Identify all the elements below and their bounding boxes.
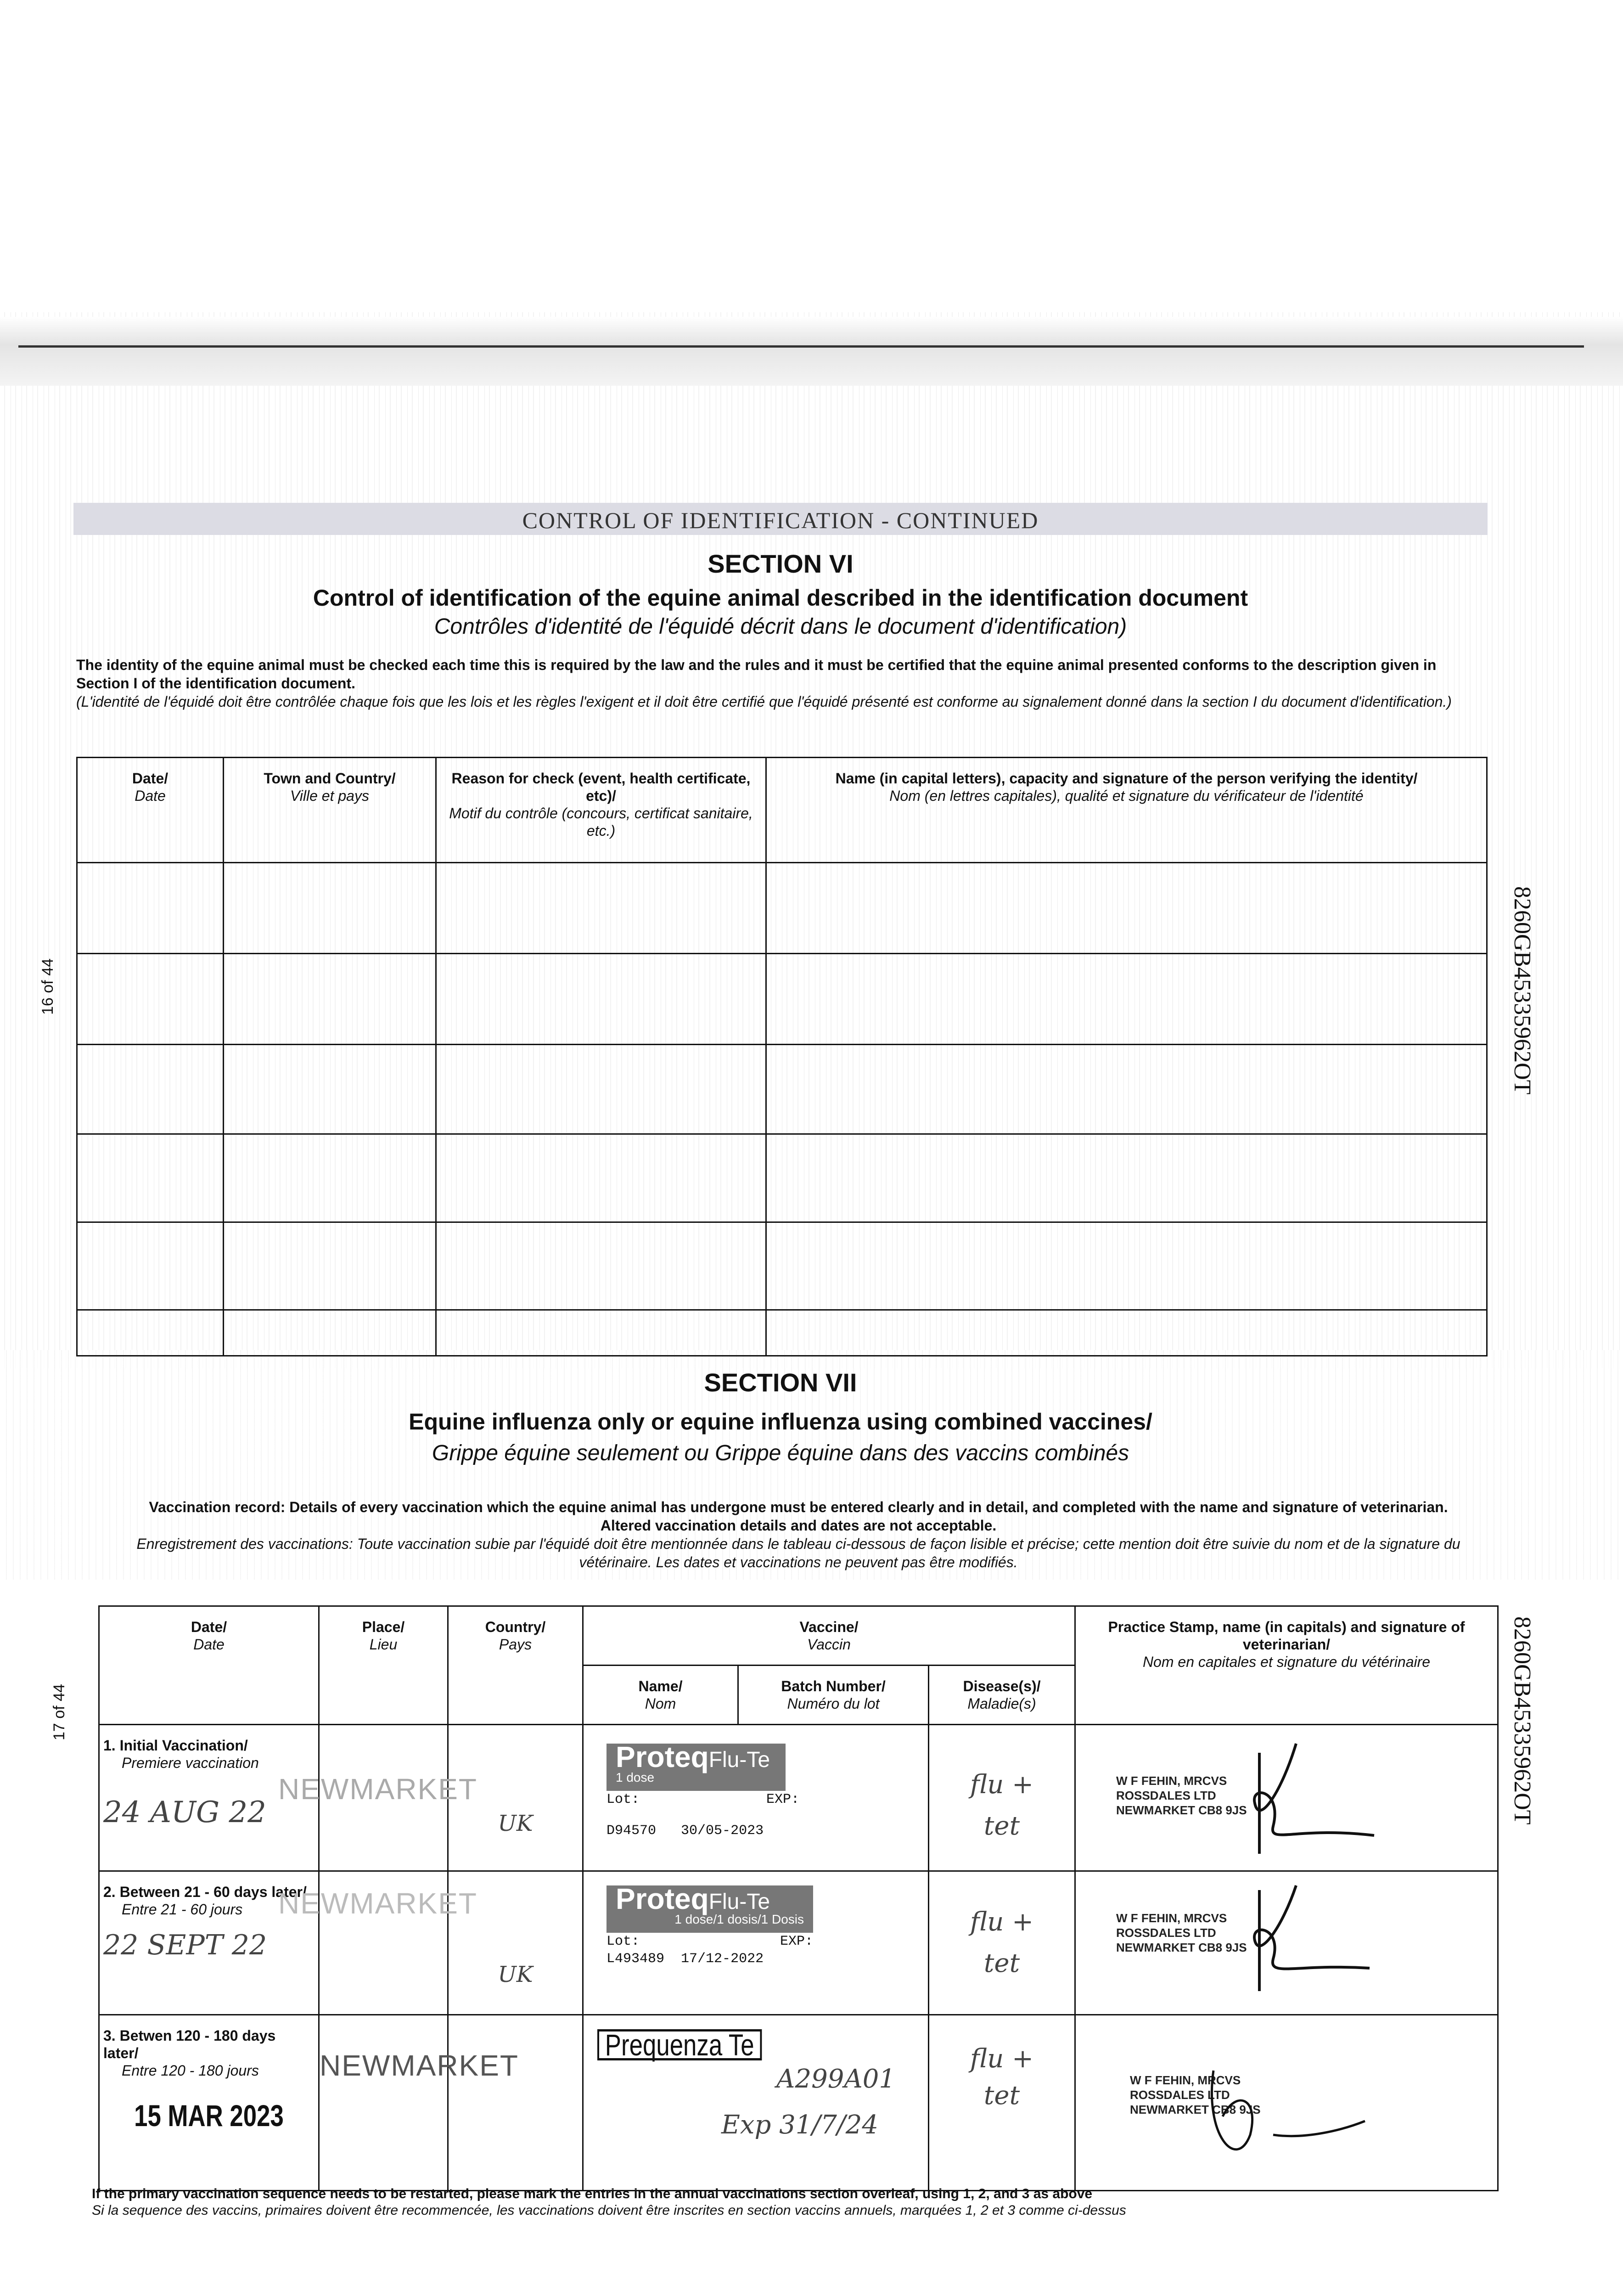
signature-icon: [1191, 1734, 1397, 1872]
table-header-row: [77, 758, 1487, 863]
section-vi-title: Control of identification of the equine animal described in the identification document: [313, 585, 1248, 611]
country-handwritten: UK: [498, 1962, 533, 1987]
col-date: Date/ Date: [77, 758, 224, 863]
table-row: [77, 954, 1487, 1045]
country-handwritten: UK: [498, 1811, 533, 1836]
vet-stamp-cell: [1075, 1725, 1498, 1871]
place-stamp: NEWMARKET: [278, 1887, 477, 1920]
batch-expiry-handwritten: Exp 31/7/24: [721, 2110, 878, 2140]
vet-stamp: W F FEHIN, MRCVS ROSSDALES LTD NEWMARKET CB8 9JS: [1130, 2073, 1261, 2116]
vet-stamp-cell: [1075, 2015, 1498, 2191]
col-verifier: Name (in capital letters), capacity and signature of the person verifying the identity/ Nom (en lettres capitales), qualité et signature du vérificateur de l'identité: [766, 758, 1487, 863]
intro-fr: (L'identité de l'équidé doit être contrôlée chaque fois que les lois et les règles l'exigent et il doit être certifié que l'équidé présenté est conforme au signalement donné dans la section I du document d'identification.): [76, 693, 1452, 710]
col-date: Date/ Date: [99, 1606, 319, 1725]
col-reason: Reason for check (event, health certificate, etc)/ Motif du contrôle (concours, certificat sanitaire, etc.): [436, 758, 766, 863]
footer-note: If the primary vaccination sequence needs to be restarted, please mark the entries in the annual vaccinations section overleaf, using 1, 2, and 3 as above Si la sequence des vaccins, primaires doivent être recommencée, les vaccinations doivent être inscrites en section vaccins annuels, marquées 1, 2 et 3 comme ci-dessus: [92, 2186, 1126, 2218]
col-disease: Disease(s)/ Maladie(s): [929, 1666, 1075, 1725]
vet-stamp: W F FEHIN, MRCVS ROSSDALES LTD NEWMARKET CB8 9JS: [1116, 1774, 1247, 1817]
batch-handwritten: A299A01: [776, 2064, 896, 2094]
intro-en: The identity of the equine animal must be checked each time this is required by the law and the rules and it must be certified that the equine animal presented conforms to the description given in Section I of the identification document.: [76, 657, 1437, 692]
table-row: 2. Between 21 - 60 days later/ Entre 21 - 60 jours 22 SEPT 22 NEWMARKET UK ProteqFlu-Te 1 dose/1 dosis/1 Dosis Lot: EXP: L493489 17/12-2022 flu + tet W F FEHIN, MRCVS ROSSDALES LTD NEWMARKET CB8 9JS: [99, 1871, 1498, 2015]
expiry: 30/05-2023: [681, 1823, 764, 1839]
vet-stamp-cell: [1075, 1871, 1498, 2015]
vaccine-stamp: Prequenza Te: [597, 2029, 762, 2060]
table-row: [77, 1134, 1487, 1222]
section-vi-title-fr: Contrôles d'identité de l'équidé décrit dans le document d'identification): [434, 614, 1127, 639]
lot-number: L493489: [607, 1951, 665, 1967]
date-stamp: 15 MAR 2023: [134, 2099, 284, 2133]
section-vii-title: Equine influenza only or equine influenza using combined vaccines/: [409, 1409, 1152, 1435]
vet-stamp: W F FEHIN, MRCVS ROSSDALES LTD NEWMARKET CB8 9JS: [1116, 1911, 1247, 1954]
vaccination-table: [98, 1605, 1499, 2191]
table-row: [77, 1310, 1487, 1356]
col-place: Place/ Lieu: [319, 1606, 448, 1725]
document-id-side: 8260GB45335962OT: [1509, 886, 1535, 1095]
signature-icon: [1191, 1876, 1397, 2009]
table-header-row: [99, 1606, 1498, 1666]
col-batch: Batch Number/ Numéro du lot: [738, 1666, 929, 1725]
table-row: 3. Betwen 120 - 180 days later/ Entre 120 - 180 jours 15 MAR 2023 NEWMARKET Prequenza Te A299A01 Exp 31/7/24 flu + tet W F FEHIN, MRCVS ROSSDALES LTD NEWMARKET CB8 9JS: [99, 2015, 1498, 2191]
table-row: [77, 1222, 1487, 1310]
section-vii-intro: Vaccination record: Details of every vaccination which the equine animal has undergone must be entered clearly and in detail, and completed with the name and signature of veterinarian. Altered vaccination details and dates are not acceptable. Enregistrement des vaccinations: Toute vaccination subie par l'équidé doit être mentionnée dans le tableau ci-dessous de façon lisible et précise; cette mention doit être suivie du nom et de la signature du vétérinaire. Les dates et vaccinations ne peuvent pas être modifiés.: [136, 1499, 1460, 1570]
document-id-side-2: 8260GB45335962OT: [1509, 1616, 1535, 1825]
table-row: [77, 1045, 1487, 1134]
page-number-16: 16 of 44: [39, 958, 56, 1015]
section-vii-title-fr: Grippe équine seulement ou Grippe équine dans des vaccins combinés: [432, 1441, 1129, 1465]
lot-number: D94570: [607, 1823, 657, 1839]
section-vi-heading: SECTION VI: [708, 549, 854, 578]
place-stamp: NEWMARKET: [320, 2049, 519, 2082]
place-stamp: NEWMARKET: [278, 1773, 477, 1806]
section-vi-intro: [76, 656, 1481, 711]
identity-check-table: [76, 757, 1488, 1356]
section-header-bar: CONTROL OF IDENTIFICATION - CONTINUED: [73, 503, 1488, 535]
col-vaccine: Vaccine/ Vaccin: [583, 1606, 1075, 1666]
col-town: Town and Country/ Ville et pays: [224, 758, 436, 863]
vaccine-cell: [583, 2015, 929, 2191]
table-row: 1. Initial Vaccination/ Premiere vaccination 24 AUG 22 NEWMARKET UK ProteqFlu-Te 1 dose Lot: EXP: D94570 30/05-2023 flu + tet W F FEHIN, MRCVS ROSSDALES LTD NEWMARKET CB8 9JS: [99, 1725, 1498, 1871]
page-number-17: 17 of 44: [51, 1684, 68, 1740]
top-rule: [18, 345, 1584, 348]
signature-icon: [1168, 2043, 1397, 2181]
table-row: [77, 863, 1487, 954]
section-vii-heading: SECTION VII: [704, 1368, 857, 1397]
col-vaccine-name: Name/ Nom: [583, 1666, 738, 1725]
disease-handwritten: flu + tet: [970, 1907, 1034, 1978]
disease-handwritten: flu + tet: [970, 1770, 1034, 1841]
date-handwritten: 24 AUG 22: [103, 1795, 266, 1829]
vaccine-sticker: ProteqFlu-Te 1 dose Lot: EXP: D94570 30/05-2023: [583, 1725, 929, 1871]
page-fold-band: [0, 317, 1623, 386]
vaccine-sticker: ProteqFlu-Te 1 dose/1 dosis/1 Dosis Lot: EXP: L493489 17/12-2022: [583, 1871, 929, 2015]
col-vet: Practice Stamp, name (in capitals) and signature of veterinarian/ Nom en capitales et signature du vétérinaire: [1075, 1606, 1498, 1725]
date-handwritten: 22 SEPT 22: [103, 1929, 267, 1961]
col-country: Country/ Pays: [448, 1606, 583, 1725]
disease-handwritten: flu + tet: [970, 2044, 1034, 2110]
expiry: 17/12-2022: [681, 1951, 764, 1967]
